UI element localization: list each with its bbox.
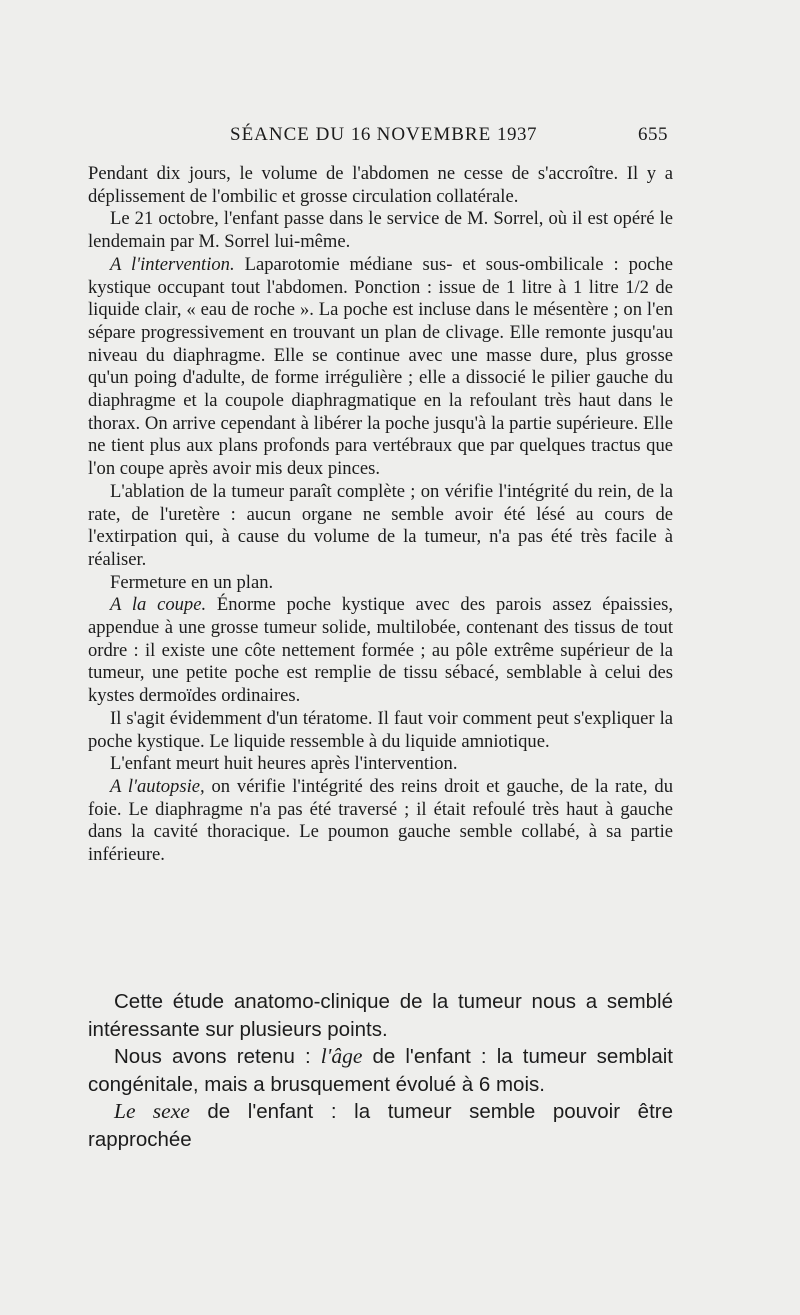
paragraph [88, 594, 673, 708]
text-run: L'enfant meurt huit heures après l'intervention. [110, 753, 458, 775]
italic-run: Le sexe [114, 1099, 190, 1124]
text-run: Pendant dix jours, le volume de l'abdomen ne cesse de s'accroître. Il y a déplissement de l'ombilic et grosse circulation collatérale. [88, 163, 673, 207]
text-run: de l'enfant : la tumeur semble pouvoir être rapprochée [88, 1100, 673, 1151]
italic-run: A l'autopsie, [110, 775, 205, 797]
text-run: Laparotomie médiane sus- et sous-ombilicale : poche kystique occupant tout l'abdomen. Ponction : issue de 1 litre à 1 litre 1/2 de liquide clair, « eau de roche ». La poche est incluse dans le mésentère ; on l'en sépare progressivement en trouvant un plan de clivage. Elle remonte jusqu'au niveau du diaphragme. Elle se continue avec une masse dure, plus grosse qu'un poing d'adulte, de forme irrégulière ; elle a dissocié le pilier gauche du diaphragme et la coupole diaphragmatique en la refoulant très haut dans le thorax. On arrive cependant à libérer la poche jusqu'à la partie supérieure. Elle ne tient plus aux plans profonds para vertébraux que par quelques tractus que l'on coupe après avoir mis deux pinces. [88, 253, 673, 480]
italic-run: A l'intervention. [110, 253, 235, 275]
text-run: de l'enfant : la tumeur semblait congénitale, mais a brusquement évolué à 6 mois. [88, 1045, 673, 1096]
paragraph [88, 163, 673, 208]
paragraph [88, 254, 673, 481]
paragraph [88, 1098, 673, 1153]
italic-run: A la coupe. [110, 594, 207, 616]
paragraph [88, 988, 673, 1043]
page-number: 655 [638, 124, 668, 145]
text-run: Il s'agit évidemment d'un tératome. Il faut voir comment peut s'expliquer la poche kystique. Le liquide ressemble à du liquide amniotique. [88, 707, 673, 752]
header-month: NOVEMBRE [370, 124, 497, 145]
text-run: Cette étude anatomo-clinique de la tumeur nous a semblé intéressante sur plusieurs points. [88, 990, 673, 1041]
paragraph [88, 572, 673, 595]
header-year: 1937 [496, 124, 537, 145]
header-day: 16 [350, 124, 371, 145]
paragraph [88, 208, 673, 253]
paragraph [88, 776, 673, 867]
header-seance: SÉANCE DU [230, 124, 351, 145]
text-run: L'ablation de la tumeur paraît complète ; on vérifie l'intégrité du rein, de la rate, de l'uretère : aucun organe ne semble avoir été lésé au cours de l'extirpation qui, à cause du volume de la tumeur, n'a pas été très facile à réaliser. [88, 480, 673, 570]
text-run: Le 21 octobre, l'enfant passe dans le service de M. Sorrel, où il est opéré le lendemain par M. Sorrel lui-même. [88, 208, 673, 253]
discussion-text [88, 988, 673, 1154]
header-title [230, 124, 537, 146]
paragraph [88, 481, 673, 572]
paragraph [88, 753, 673, 776]
paragraph [88, 1043, 673, 1098]
italic-run: l'âge [320, 1044, 363, 1069]
case-report-text [88, 163, 673, 867]
text-run: Énorme poche kystique avec des parois assez épaissies, appendue à une grosse tumeur solide, multilobée, contenant des tissus de tout ordre : il existe une côte nettement formée ; au pôle extrême supérieur de la tumeur, une petite poche est remplie de tissu sébacé, semblable à celui des kystes dermoïdes ordinaires. [88, 594, 673, 707]
text-run: Nous avons retenu : [114, 1045, 321, 1069]
text-run: Fermeture en un plan. [110, 571, 274, 593]
paragraph [88, 708, 673, 753]
text-run: on vérifie l'intégrité des reins droit et gauche, de la rate, du foie. Le diaphragme n'a pas été traversé ; il était refoulé très haut à gauche dans la cavité thoracique. Le poumon gauche semble collabé, à sa partie inférieure. [88, 775, 673, 866]
